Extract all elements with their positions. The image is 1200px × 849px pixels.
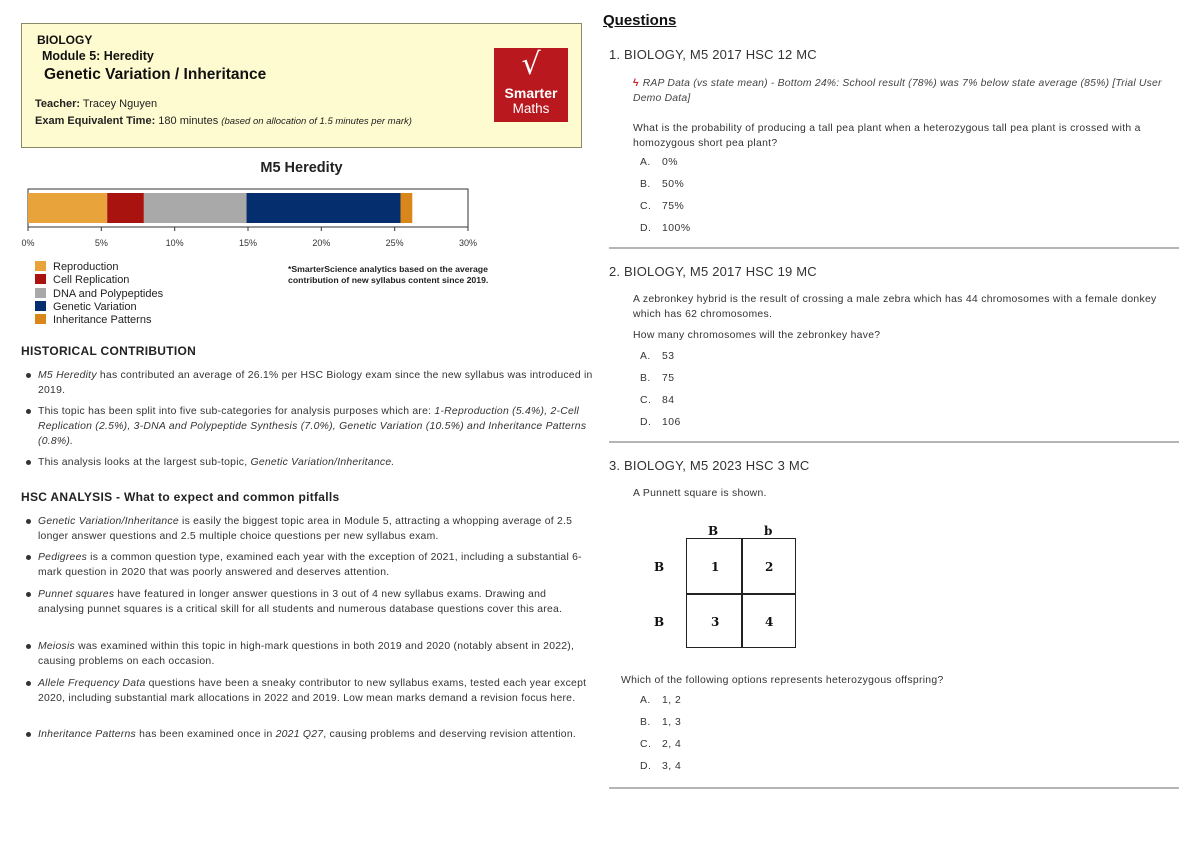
question-3-option-c[interactable]: C. 2, 4 [640, 739, 682, 750]
chart-note: *SmarterScience analytics based on the average contribution of new syllabus content since 2019. [288, 264, 489, 285]
historical-bullet-3: This analysis looks at the largest sub-topic, Genetic Variation/Inheritance. [38, 455, 594, 470]
module-label: Module 5: Heredity [42, 49, 154, 63]
stacked-bar-chart [0, 180, 600, 255]
legend-item [35, 288, 163, 301]
teacher-line [35, 98, 157, 110]
question-3-title: 3. BIOLOGY, M5 2023 HSC 3 MC [609, 458, 810, 473]
rap-data-text: RAP Data (vs state mean) - Bottom 24%: School result (78%) was 7% below state average (85%) [Trial User Demo Data] [633, 78, 1162, 104]
exam-time-note: (based on allocation of 1.5 minutes per mark) [221, 116, 412, 127]
question-1-text: What is the probability of producing a tall pea plant when a heterozygous tall pea plant is crossed with a homozygous short pea plant? [633, 123, 1141, 149]
analysis-bullet-5: Allele Frequency Data questions have been a sneaky contributor to new syllabus exams, tested each year except 2020, including substantial mark allocations in 2022 and 2019. Low mean marks demand a revision focus here. [38, 676, 594, 706]
legend-swatch [35, 288, 46, 298]
teacher-name: Tracey Nguyen [82, 98, 158, 110]
historical-bullet-1: M5 Heredity has contributed an average of 26.1% per HSC Biology exam since the new syllabus was introduced in 2019. [38, 370, 593, 396]
logo-check-icon: √ [521, 47, 541, 82]
question-2-text: A zebronkey hybrid is the result of crossing a male zebra which has 44 chromosomes with a female donkey which has 62 chromosomes. [633, 294, 1157, 320]
legend-item [35, 261, 118, 274]
punnett-square [651, 521, 811, 651]
legend-swatch [35, 301, 46, 311]
question-1-title: 1. BIOLOGY, M5 2017 HSC 12 MC [609, 47, 817, 62]
legend-label: Cell Replication [53, 274, 130, 287]
x-tick-label: 25% [385, 238, 404, 248]
bar-segment-reproduction [28, 193, 107, 223]
bar-segment-dna-and-polypeptides [144, 193, 247, 223]
question-2-option-c[interactable]: C. 84 [640, 395, 675, 406]
punnett-cell: 2 [765, 560, 774, 574]
analysis-bullet-2: Pedigrees is a common question type, examined each year with the exception of 2021, including a substantial 6-mark question in 2020 that was poorly answered and deserves attention. [38, 550, 594, 580]
question-2-option-a[interactable]: A. 53 [640, 351, 675, 362]
legend-item [35, 274, 129, 287]
legend-swatch [35, 314, 46, 324]
teacher-label: Teacher: [35, 98, 81, 110]
legend-item [35, 301, 137, 314]
bar-segment-inheritance-patterns [401, 193, 413, 223]
question-2-title: 2. BIOLOGY, M5 2017 HSC 19 MC [609, 264, 817, 279]
legend-swatch [35, 274, 46, 284]
legend-label: DNA and Polypeptides [53, 287, 164, 300]
analysis-bullet-6: Inheritance Patterns has been examined once in 2021 Q27, causing problems and deserving revision attention. [38, 727, 594, 742]
lightning-bolt-icon: ϟ [633, 78, 639, 89]
exam-time-value: 180 minutes [158, 115, 219, 127]
x-tick-label: 30% [458, 238, 478, 248]
question-3-option-b[interactable]: B. 1, 3 [640, 717, 682, 728]
divider [609, 441, 1179, 443]
bar-segment-cell-replication [107, 193, 144, 223]
exam-time-label: Exam Equivalent Time: [35, 115, 156, 127]
question-3-option-a[interactable]: A. 1, 2 [640, 695, 682, 706]
historical-bullet-2: This topic has been split into five sub-categories for analysis purposes which are: 1-Reproduction (5.4%), 2-Cell Replication (2.5%), 3-DNA and Polypeptide Synthesis (7.0%), Genetic Variation (10.5%) and Inheritance Patterns (0.8%). [38, 404, 594, 449]
x-tick-label: 20% [312, 238, 331, 248]
legend-item [35, 314, 151, 327]
bar-segment-genetic-variation [247, 193, 401, 223]
question-2-text-2: How many chromosomes will the zebronkey have? [633, 330, 881, 341]
question-1-option-d[interactable]: D. 100% [640, 223, 691, 234]
punnett-cell: 4 [765, 615, 774, 629]
question-1-option-a[interactable]: A. 0% [640, 157, 679, 168]
chart-title: M5 Heredity [260, 160, 343, 176]
historical-heading: HISTORICAL CONTRIBUTION [21, 344, 197, 358]
x-tick-label: 10% [165, 238, 184, 248]
question-3-option-d[interactable]: D. 3, 4 [640, 761, 682, 772]
punnett-col-header: b [764, 524, 773, 538]
question-1-option-b[interactable]: B. 50% [640, 179, 685, 190]
divider [609, 787, 1179, 789]
divider [609, 247, 1179, 249]
logo-text-line2: Maths [512, 101, 550, 116]
punnett-cell: 1 [711, 560, 720, 574]
analysis-bullet-1: Genetic Variation/Inheritance is easily the biggest topic area in Module 5, attracting a whopping average of 2.5 longer answer questions and 2.5 multiple choice questions per new syllabus exam. [38, 514, 594, 544]
subject-label: BIOLOGY [37, 33, 93, 47]
question-2-option-b[interactable]: B. 75 [640, 373, 675, 384]
legend-label: Inheritance Patterns [53, 314, 152, 327]
question-1-option-c[interactable]: C. 75% [640, 201, 685, 212]
exam-time-line [35, 115, 412, 127]
question-3-text-2: Which of the following options represents heterozygous offspring? [621, 675, 944, 686]
punnett-col-header: B [708, 524, 719, 538]
question-2-option-d[interactable]: D. 106 [640, 417, 681, 428]
x-tick-label: 0% [21, 238, 35, 248]
logo-text-line1: Smarter [504, 85, 558, 101]
page-title: Genetic Variation / Inheritance [44, 66, 267, 83]
legend-label: Genetic Variation [53, 300, 137, 313]
question-3-text: A Punnett square is shown. [633, 488, 767, 499]
x-tick-label: 5% [94, 238, 108, 248]
questions-heading: Questions [603, 12, 677, 29]
analysis-heading: HSC ANALYSIS - What to expect and common pitfalls [21, 490, 340, 504]
punnett-row-header: B [654, 560, 665, 574]
legend-label: Reproduction [53, 261, 119, 273]
analysis-bullet-4: Meiosis was examined within this topic in high-mark questions in both 2019 and 2020 (notably absent in 2022), causing problems on each occasion. [38, 639, 594, 669]
question-1-rap-data [633, 76, 1178, 106]
punnett-grid [686, 538, 796, 648]
punnett-cell: 3 [711, 615, 720, 629]
punnett-row-header: B [654, 615, 665, 629]
x-tick-label: 15% [238, 238, 258, 248]
header-box [21, 23, 582, 148]
legend-swatch [35, 261, 46, 271]
smarter-maths-logo[interactable] [494, 48, 568, 122]
analysis-bullet-3: Punnet squares have featured in longer answer questions in 3 out of 4 new syllabus exams. Drawing and analysing punnet squares is a critical skill for all students and numerous database questions cover this area. [38, 587, 594, 617]
